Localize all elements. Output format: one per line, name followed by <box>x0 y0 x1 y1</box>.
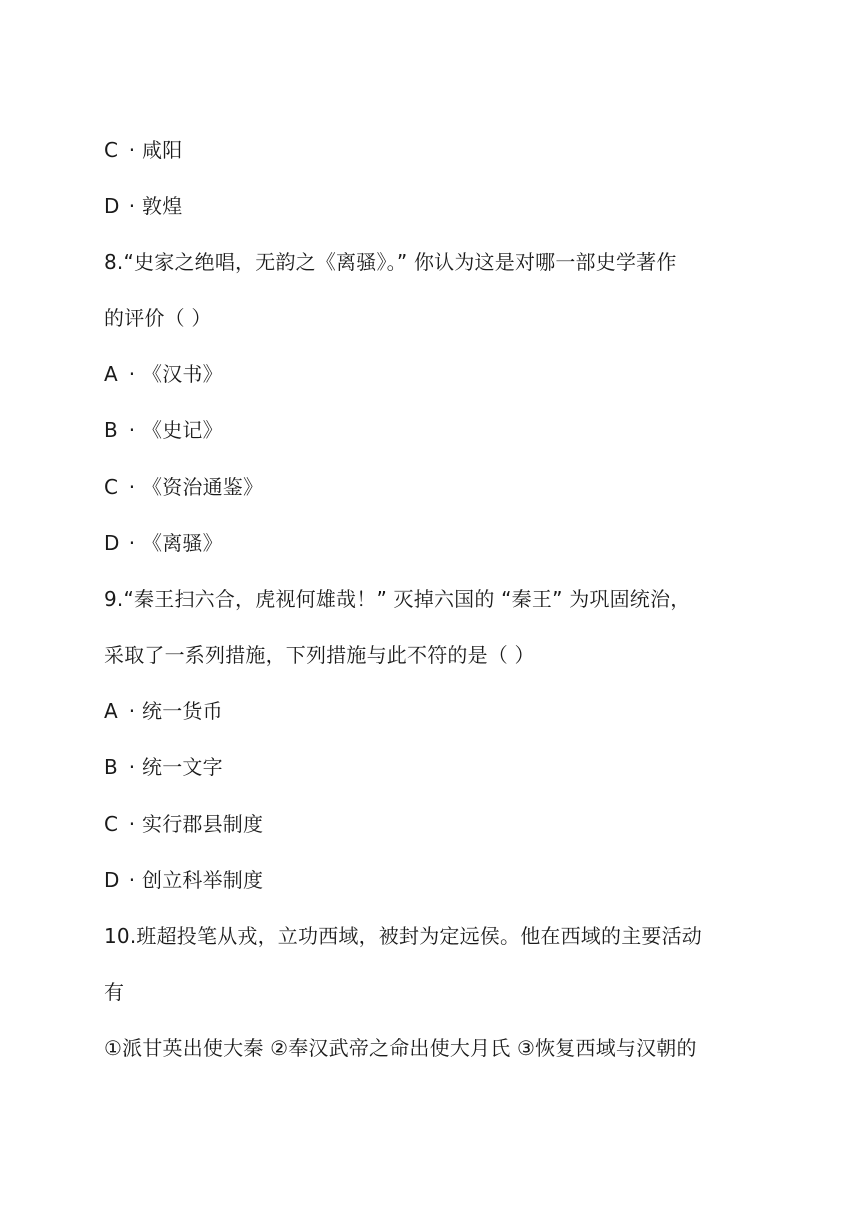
option-letter: D <box>104 868 120 892</box>
q7-option-c <box>104 136 764 164</box>
option-text: 创立科举制度 <box>142 868 264 892</box>
option-text: 统一货币 <box>142 699 223 723</box>
option-text: 《资治通鉴》 <box>142 475 264 499</box>
option-text: 实行郡县制度 <box>142 812 264 836</box>
option-text: 《史记》 <box>142 418 223 442</box>
q8-stem-line-1: 8.“史家之绝唱，无韵之《离骚》。” 你认为这是对哪一部史学著作 <box>104 250 677 274</box>
q8-option-a <box>104 360 764 388</box>
option-separator: · <box>128 194 136 218</box>
q7-option-d <box>104 192 764 220</box>
q9-option-c <box>104 810 764 838</box>
option-letter: A <box>104 699 118 723</box>
option-separator: · <box>128 531 136 555</box>
option-separator: · <box>128 755 136 779</box>
option-letter: B <box>104 418 118 442</box>
q8-option-c <box>104 473 764 501</box>
option-text: 《汉书》 <box>142 362 223 386</box>
option-separator: · <box>128 699 136 723</box>
q9-option-b <box>104 753 764 781</box>
option-separator: · <box>128 138 136 162</box>
option-text: 统一文字 <box>142 755 223 779</box>
q9-option-d <box>104 866 764 894</box>
q8-stem-line-2: 的评价（ ） <box>104 306 212 330</box>
option-letter: C <box>104 812 119 836</box>
option-separator: · <box>128 418 136 442</box>
option-text: 《离骚》 <box>142 531 223 555</box>
option-letter: B <box>104 755 118 779</box>
option-separator: · <box>128 812 136 836</box>
option-separator: · <box>128 475 136 499</box>
q8-option-d <box>104 529 764 557</box>
option-letter: D <box>104 194 120 218</box>
q9-option-a <box>104 697 764 725</box>
option-letter: A <box>104 362 118 386</box>
option-letter: C <box>104 138 119 162</box>
option-letter: D <box>104 531 120 555</box>
q9-stem-line-2: 采取了一系列措施，下列措施与此不符的是（ ） <box>104 643 535 667</box>
q9-stem-line-1: 9.“秦王扫六合，虎视何雄哉！” 灭掉六国的 “秦王” 为巩固统治， <box>104 587 691 611</box>
option-separator: · <box>128 362 136 386</box>
option-text: 咸阳 <box>142 138 183 162</box>
q8-option-b <box>104 416 764 444</box>
option-text: 敦煌 <box>142 194 183 218</box>
q10-stem-line-1: 10.班超投笔从戎，立功西域，被封为定远侯。他在西域的主要活动 <box>104 924 703 948</box>
option-separator: · <box>128 868 136 892</box>
option-letter: C <box>104 475 119 499</box>
q10-stem-line-2: 有 <box>104 980 125 1004</box>
q10-stem-line-3: ①派甘英出使大秦 ②奉汉武帝之命出使大月氏 ③恢复西域与汉朝的 <box>104 1036 697 1060</box>
